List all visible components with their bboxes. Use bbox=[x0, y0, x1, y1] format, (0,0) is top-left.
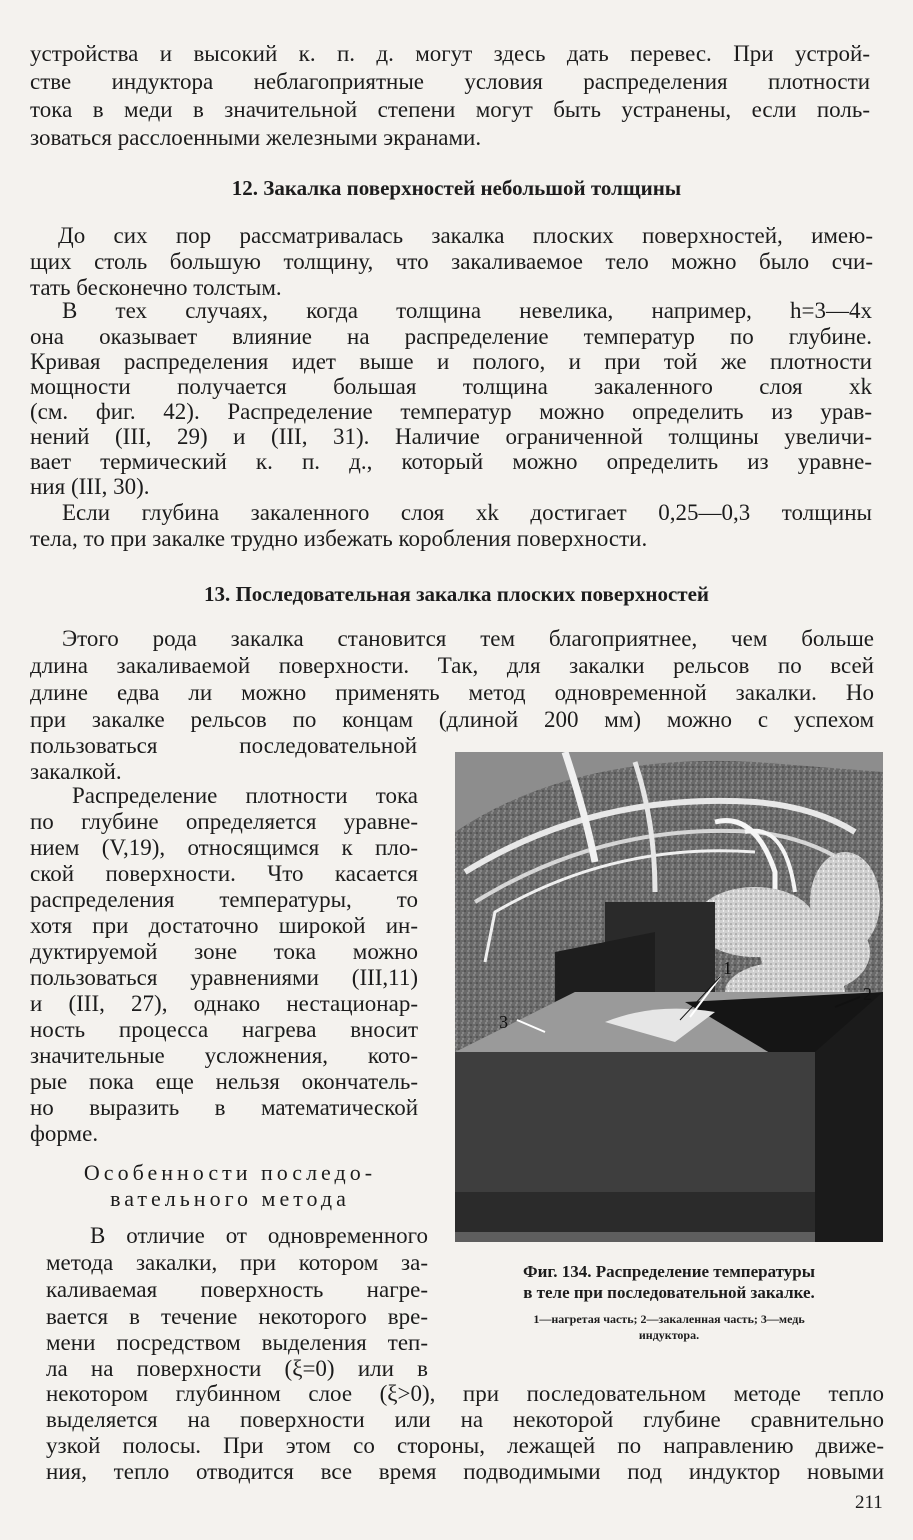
text-line: Распределение плотности тока bbox=[72, 783, 418, 808]
text-line: ской поверхности. Что касается bbox=[30, 861, 418, 886]
text-line: устройства и высокий к. п. д. могут здесь дать перевес. При устрой- bbox=[30, 41, 870, 66]
text-line: Кривая распределения идет выше и полого, и при той же плотности bbox=[30, 349, 872, 374]
section-heading: 12. Закалка поверхностей небольшой толщины bbox=[231, 176, 682, 200]
text-line: каливаемая поверхность нагре- bbox=[46, 1277, 428, 1302]
text-line: хотя при достаточно широкой ин- bbox=[30, 913, 418, 938]
text-line: нений (III, 29) и (III, 31). Наличие ограниченной толщины увеличи- bbox=[30, 424, 872, 449]
text-line: мени посредством выделения теп- bbox=[46, 1330, 428, 1355]
text-line: она оказывает влияние на распределение температур по глубине. bbox=[30, 324, 872, 349]
text-line: узкой полосы. При этом со стороны, лежащей по направлению движе- bbox=[46, 1433, 884, 1458]
text-line: вает термический к. п. д., который можно определить из уравне- bbox=[30, 449, 872, 474]
text-line: пользоваться последовательной bbox=[30, 733, 417, 758]
text-line: тока в меди в значительной степени могут быть устранены, если поль- bbox=[30, 97, 870, 122]
text-line: стве индуктора неблагоприятные условия распределения плотности bbox=[30, 69, 870, 94]
text-line: распределения температуры, то bbox=[30, 887, 418, 912]
text-line: В отличие от одновременного bbox=[90, 1223, 428, 1248]
text-line: но выразить в математической bbox=[30, 1095, 418, 1120]
text-line: метода закалки, при котором за- bbox=[46, 1250, 428, 1275]
text-line: ность процесса нагрева вносит bbox=[30, 1017, 418, 1042]
text-line: некотором глубинном слое (ξ>0), при последовательном методе тепло bbox=[46, 1381, 884, 1406]
figure-134-image bbox=[455, 752, 883, 1242]
text-line: ния, тепло отводится все время подводимыми под индуктор новыми bbox=[46, 1459, 884, 1484]
text-line: тать бесконечно толстым. bbox=[30, 275, 282, 300]
text-line: нием (V,19), относящимся к пло- bbox=[30, 835, 418, 860]
text-line: (см. фиг. 42). Распределение температур можно определить из урав- bbox=[30, 399, 872, 424]
text-line: тела, то при закалке трудно избежать коробления поверхности. bbox=[30, 526, 648, 551]
text-line: длина закаливаемой поверхности. Так, для закалки рельсов по всей bbox=[30, 653, 874, 678]
figure-label-3: 3 bbox=[499, 1012, 508, 1032]
text-line: значительные усложнения, кото- bbox=[30, 1043, 418, 1068]
text-line: вается в течение некоторого вре- bbox=[46, 1304, 428, 1329]
text-line: при закалке рельсов по концам (длиной 200 мм) можно с успехом bbox=[30, 707, 874, 732]
text-line: по глубине определяется уравне- bbox=[30, 809, 418, 834]
figure-legend: индуктора. bbox=[638, 1328, 700, 1342]
figure-legend: 1—нагретая часть; 2—закаленная часть; 3—медь bbox=[533, 1312, 805, 1326]
figure-caption: Фиг. 134. Распределение температуры bbox=[523, 1262, 815, 1281]
subheading: Особенности последо- bbox=[83, 1160, 377, 1185]
text-line: дуктируемой зоне тока можно bbox=[30, 939, 418, 964]
text-line: Этого рода закалка становится тем благоприятнее, чем больше bbox=[62, 626, 874, 651]
figure-photo bbox=[455, 752, 883, 1242]
figure-label-1: 1 bbox=[723, 958, 732, 978]
text-line: щих столь большую толщину, что закаливаемое тело можно было счи- bbox=[30, 249, 873, 274]
text-line: форме. bbox=[30, 1121, 99, 1146]
text-line: Если глубина закаленного слоя xk достигает 0,25—0,3 толщины bbox=[62, 500, 872, 525]
text-line: ла на поверхности (ξ=0) или в bbox=[46, 1356, 428, 1381]
subheading: вательного метода bbox=[110, 1186, 350, 1211]
page-number: 211 bbox=[855, 1492, 883, 1513]
text-line: пользоваться уравнениями (III,11) bbox=[30, 965, 418, 990]
text-line: До сих пор рассматривалась закалка плоских поверхностей, имею- bbox=[58, 223, 873, 248]
text-line: В тех случаях, когда толщина невелика, например, h=3—4x bbox=[62, 298, 872, 323]
text-line: рые пока еще нельзя окончатель- bbox=[30, 1069, 418, 1094]
text-line: длине едва ли можно применять метод одновременной закалки. Но bbox=[30, 680, 874, 705]
text-line: мощности получается большая толщина закаленного слоя xk bbox=[30, 374, 872, 399]
text-line: и (III, 27), однако нестационар- bbox=[30, 991, 418, 1016]
text-line: зоваться расслоенными железными экранами. bbox=[30, 125, 482, 150]
text-line: выделяется на поверхности или на некоторой глубине сравнительно bbox=[46, 1407, 884, 1432]
figure-label-2: 2 bbox=[863, 984, 872, 1004]
text-line: ния (III, 30). bbox=[30, 474, 150, 499]
figure-caption: в теле при последовательной закалке. bbox=[523, 1283, 815, 1302]
section-heading: 13. Последовательная закалка плоских поверхностей bbox=[203, 582, 710, 606]
text-line: закалкой. bbox=[30, 759, 122, 784]
